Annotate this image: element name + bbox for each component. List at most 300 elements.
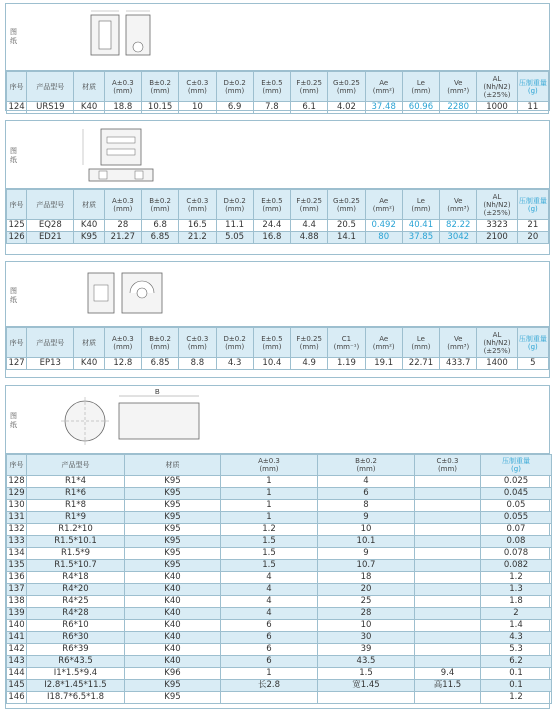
header-ae-label: Ae xyxy=(379,78,389,87)
table-row xyxy=(7,512,552,524)
table-cell: R4*18 xyxy=(27,572,125,584)
header-material: 材质 xyxy=(74,72,104,102)
table-cell: K40 xyxy=(125,608,221,620)
table-cell: 4 xyxy=(221,572,318,584)
table-cell: 6.9 xyxy=(216,102,253,114)
header-e-label: E±0.5 xyxy=(261,78,283,87)
table-cell: 6 xyxy=(221,632,318,644)
table-cell: 24.4 xyxy=(253,220,290,232)
header-model: 产品型号 xyxy=(27,72,74,102)
header-ae: Ae (mm²) xyxy=(365,190,402,220)
header-ae: Ae (mm²) xyxy=(365,328,402,358)
header-material: 材质 xyxy=(74,328,104,358)
table-cell: 140 xyxy=(8,620,25,630)
table-row xyxy=(7,524,552,536)
header-d: D±0.2 (mm) xyxy=(216,72,253,102)
header-no: 序号 xyxy=(7,190,27,220)
drawing-label: 图纸 xyxy=(10,287,17,304)
core-drawing xyxy=(86,7,166,69)
header-a: A±0.3 (mm) xyxy=(221,455,318,476)
table-cell: K95 xyxy=(125,536,221,548)
header-weight-label: 压制重量 xyxy=(518,78,547,87)
header-no: 序号 xyxy=(7,72,27,102)
table-cell xyxy=(318,692,415,704)
header-a-label: A±0.3 xyxy=(111,78,134,87)
table-cell: 433.7 xyxy=(440,358,477,370)
table-cell: K95 xyxy=(125,692,221,704)
table-cell: 133 xyxy=(8,536,25,546)
table-cell: 8.8 xyxy=(179,358,216,370)
table-cell: 10 xyxy=(179,102,216,114)
table-cell: 1.19 xyxy=(328,358,365,370)
table-cell: 4 xyxy=(221,596,318,608)
table-cell: ED21 xyxy=(27,232,74,244)
table-cell: 21.2 xyxy=(179,232,216,244)
table-cell: 0.1 xyxy=(481,668,552,680)
table-cell: 10 xyxy=(318,620,415,632)
table-cell: 4 xyxy=(221,584,318,596)
header-g-label: G±0.25 xyxy=(332,78,360,87)
header-c-label: C±0.3 xyxy=(186,78,209,87)
table-cell: 3323 xyxy=(477,220,517,232)
table-cell: R1*8 xyxy=(27,500,125,512)
header-a: A±0.3 (mm) xyxy=(104,328,141,358)
table-cell: R1.5*9 xyxy=(27,548,125,560)
table-cell xyxy=(415,476,481,488)
header-ae: Ae (mm²) xyxy=(365,72,402,102)
table-cell: 6.8 xyxy=(141,220,178,232)
header-ve-label: Ve xyxy=(453,78,463,87)
table-cell: K95 xyxy=(125,524,221,536)
header-b: B±0.2 (mm) xyxy=(141,328,178,358)
header-ve: Ve (mm³) xyxy=(440,72,477,102)
table-cell: 10.7 xyxy=(318,560,415,572)
table-cell: 1.8 xyxy=(481,596,552,608)
table-row xyxy=(7,488,552,500)
table-1-body xyxy=(7,102,549,114)
table-row xyxy=(7,584,552,596)
table-cell: K40 xyxy=(74,102,104,114)
table-cell: 25 xyxy=(318,596,415,608)
table-cell: 145 xyxy=(8,680,25,690)
table-cell: 28 xyxy=(318,608,415,620)
table-cell: 6.85 xyxy=(141,358,178,370)
table-cell: K40 xyxy=(125,656,221,668)
table-cell: 长2.8 xyxy=(221,680,318,692)
table-cell: R6*30 xyxy=(27,632,125,644)
table-cell: 0.492 xyxy=(365,220,402,232)
table-row xyxy=(7,548,552,560)
table-cell: 125 xyxy=(8,220,25,230)
table-row xyxy=(7,608,552,620)
table-cell: 143 xyxy=(8,656,25,666)
table-cell: 37.85 xyxy=(402,232,439,244)
table-row xyxy=(7,656,552,668)
table-cell: 宽1.45 xyxy=(318,680,415,692)
table-cell: 0.082 xyxy=(481,560,552,572)
table-cell: 1.3 xyxy=(481,584,552,596)
header-al-label: AL xyxy=(492,74,502,83)
table-cell: R1.5*10.1 xyxy=(27,536,125,548)
product-block-3 xyxy=(5,261,550,378)
table-cell: 5.05 xyxy=(216,232,253,244)
table-cell: K95 xyxy=(125,512,221,524)
table-cell: 1.2 xyxy=(221,524,318,536)
table-cell: EQ28 xyxy=(27,220,74,232)
table-row xyxy=(7,680,552,692)
header-f: F±0.25 (mm) xyxy=(291,328,328,358)
table-cell: 14.1 xyxy=(328,232,365,244)
table-cell: K40 xyxy=(74,358,104,370)
header-al: AL (Nh/N2) (±25%) xyxy=(477,72,517,102)
table-cell: 146 xyxy=(8,692,25,702)
table-cell: 6 xyxy=(318,488,415,500)
table-cell: 43.5 xyxy=(318,656,415,668)
table-cell: K40 xyxy=(125,632,221,644)
table-cell: 4 xyxy=(318,476,415,488)
table-cell: K40 xyxy=(74,220,104,232)
table-cell: 11 xyxy=(517,102,548,114)
header-d-label: D±0.2 xyxy=(223,78,246,87)
table-cell: 10 xyxy=(318,524,415,536)
header-ve: Ve (mm³) xyxy=(440,328,477,358)
table-cell: K40 xyxy=(125,596,221,608)
table-cell: 0.025 xyxy=(481,476,552,488)
table-cell xyxy=(415,572,481,584)
table-row xyxy=(7,632,552,644)
table-cell xyxy=(415,620,481,632)
header-le: Le (mm) xyxy=(402,190,439,220)
table-cell: 8 xyxy=(318,500,415,512)
table-cell: 126 xyxy=(8,232,25,242)
table-cell: K40 xyxy=(125,644,221,656)
table-cell: R4*20 xyxy=(27,584,125,596)
spec-table-3 xyxy=(6,327,549,370)
table-cell: K95 xyxy=(125,560,221,572)
table-cell: 6 xyxy=(221,644,318,656)
table-cell: 4.02 xyxy=(328,102,365,114)
table-cell: 142 xyxy=(8,644,25,654)
table-2-body xyxy=(7,220,549,244)
table-cell: 135 xyxy=(8,560,25,570)
table-cell: 4.4 xyxy=(291,220,328,232)
table-cell: R1*4 xyxy=(27,476,125,488)
table-cell: 19.1 xyxy=(365,358,402,370)
table-cell xyxy=(415,644,481,656)
product-block-2 xyxy=(5,120,550,255)
table-3-body xyxy=(7,358,549,370)
table-cell: 4.3 xyxy=(216,358,253,370)
table-cell: 9 xyxy=(318,512,415,524)
table-cell: 5.3 xyxy=(481,644,552,656)
table-cell: 11.1 xyxy=(216,220,253,232)
header-c: C±0.3 (mm) xyxy=(179,190,216,220)
table-cell: 131 xyxy=(8,512,25,522)
table-cell: R1.5*10.7 xyxy=(27,560,125,572)
table-row xyxy=(7,644,552,656)
table-cell xyxy=(415,536,481,548)
table-cell: 141 xyxy=(8,632,25,642)
table-cell: 20 xyxy=(318,584,415,596)
table-row xyxy=(7,572,552,584)
drawing-label: 图纸 xyxy=(10,28,17,45)
table-cell xyxy=(415,692,481,704)
table-cell: 20.5 xyxy=(328,220,365,232)
table-cell: R4*25 xyxy=(27,596,125,608)
table-cell: K95 xyxy=(125,476,221,488)
table-cell: 1.5 xyxy=(221,548,318,560)
table-cell: 6 xyxy=(221,620,318,632)
table-cell: K40 xyxy=(125,572,221,584)
table-cell: 1 xyxy=(221,512,318,524)
table-cell: 0.045 xyxy=(481,488,552,500)
table-row xyxy=(7,500,552,512)
table-cell: K95 xyxy=(125,548,221,560)
table-cell: R6*43.5 xyxy=(27,656,125,668)
table-cell: K95 xyxy=(74,232,104,244)
table-cell xyxy=(415,548,481,560)
table-cell: 21.27 xyxy=(104,232,141,244)
header-weight: 压制重量 (g) xyxy=(517,190,548,220)
table-cell: 60.96 xyxy=(402,102,439,114)
table-row xyxy=(7,668,552,680)
table-cell xyxy=(415,584,481,596)
table-cell: 10.15 xyxy=(141,102,178,114)
table-cell: 1 xyxy=(221,668,318,680)
table-cell: 10.4 xyxy=(253,358,290,370)
header-le: Le (mm) xyxy=(402,72,439,102)
table-cell: URS19 xyxy=(27,102,74,114)
product-block-1 xyxy=(5,3,550,111)
table-cell: 16.8 xyxy=(253,232,290,244)
table-cell: 144 xyxy=(8,668,25,678)
header-c1: C1 (mm⁻¹) xyxy=(328,328,365,358)
table-cell: 9.4 xyxy=(415,668,481,680)
table-cell: 4.9 xyxy=(291,358,328,370)
rod-drawing xyxy=(61,387,221,453)
header-g: G±0.25 (mm) xyxy=(328,72,365,102)
table-cell: K96 xyxy=(125,668,221,680)
table-cell: 1400 xyxy=(477,358,517,370)
table-cell xyxy=(415,608,481,620)
table-cell: 1000 xyxy=(477,102,517,114)
table-cell: 0.078 xyxy=(481,548,552,560)
table-cell: 82.22 xyxy=(440,220,477,232)
header-c: C±0.3 (mm) xyxy=(415,455,481,476)
product-block-4 xyxy=(5,385,550,709)
table-cell: I18.7*6.5*1.8 xyxy=(27,692,125,704)
table-cell: 1 xyxy=(221,488,318,500)
header-f: F±0.25 (mm) xyxy=(291,72,328,102)
header-f: F±0.25 (mm) xyxy=(291,190,328,220)
table-cell: R1.2*10 xyxy=(27,524,125,536)
header-weight: 压制重量 (g) xyxy=(517,328,548,358)
header-g: G±0.25 (mm) xyxy=(328,190,365,220)
table-cell: 80 xyxy=(365,232,402,244)
table-cell: R6*10 xyxy=(27,620,125,632)
table-cell: 1.5 xyxy=(221,560,318,572)
table-cell: 0.1 xyxy=(481,680,552,692)
table-row xyxy=(7,102,549,114)
table-cell: 4 xyxy=(221,608,318,620)
table-cell: 高11.5 xyxy=(415,680,481,692)
header-c: C±0.3 (mm) xyxy=(179,328,216,358)
header-e: E±0.5 (mm) xyxy=(253,190,290,220)
table-cell: 2280 xyxy=(440,102,477,114)
table-cell: I1*1.5*9.4 xyxy=(27,668,125,680)
table-row xyxy=(7,620,552,632)
table-cell: R4*28 xyxy=(27,608,125,620)
table-4-body xyxy=(7,476,552,704)
header-b: B±0.2 (mm) xyxy=(318,455,415,476)
table-cell: EP13 xyxy=(27,358,74,370)
header-a: A±0.3 (mm) xyxy=(104,190,141,220)
dimension-b-label: B xyxy=(155,389,160,396)
table-cell xyxy=(415,488,481,500)
header-al: AL (Nh/N2) (±25%) xyxy=(477,328,517,358)
table-cell: 7.8 xyxy=(253,102,290,114)
table-cell: 138 xyxy=(8,596,25,606)
header-model: 产品型号 xyxy=(27,328,74,358)
header-ve: Ve (mm³) xyxy=(440,190,477,220)
table-cell: 6.1 xyxy=(291,102,328,114)
table-cell: 37.48 xyxy=(365,102,402,114)
spec-table-1 xyxy=(6,71,549,114)
table-cell: I2.8*1.45*11.5 xyxy=(27,680,125,692)
header-f-label: F±0.25 xyxy=(296,78,322,87)
table-cell: 6.2 xyxy=(481,656,552,668)
table-cell xyxy=(415,656,481,668)
table-cell: 124 xyxy=(8,102,25,112)
header-no: 序号 xyxy=(7,328,27,358)
table-cell: 1.4 xyxy=(481,620,552,632)
table-cell: 4.88 xyxy=(291,232,328,244)
table-row xyxy=(7,692,552,704)
table-cell: 39 xyxy=(318,644,415,656)
table-cell: R1*6 xyxy=(27,488,125,500)
table-cell: 18.8 xyxy=(104,102,141,114)
table-cell: K95 xyxy=(125,500,221,512)
header-b: B±0.2 (mm) xyxy=(141,72,178,102)
header-b: B±0.2 (mm) xyxy=(141,190,178,220)
table-row xyxy=(7,220,549,232)
table-cell: 28 xyxy=(104,220,141,232)
header-al: AL (Nh/N2) (±25%) xyxy=(477,190,517,220)
table-cell xyxy=(415,632,481,644)
table-row xyxy=(7,232,549,244)
table-cell: R6*39 xyxy=(27,644,125,656)
header-le-label: Le xyxy=(416,78,425,87)
header-a: A±0.3 (mm) xyxy=(104,72,141,102)
table-row xyxy=(7,560,552,572)
core-drawing xyxy=(84,265,174,325)
table-cell: R1*9 xyxy=(27,512,125,524)
drawing-row xyxy=(6,121,549,189)
spec-table-2 xyxy=(6,189,549,244)
header-material: 材质 xyxy=(125,455,221,476)
table-cell: 1.2 xyxy=(481,692,552,704)
table-row xyxy=(7,536,552,548)
header-weight: 压制重量 (g) xyxy=(517,72,548,102)
table-cell: 128 xyxy=(8,476,25,486)
table-cell xyxy=(415,524,481,536)
spec-table-4 xyxy=(6,454,552,704)
header-c: C±0.3 (mm) xyxy=(179,72,216,102)
table-cell: 2 xyxy=(481,608,552,620)
table-row xyxy=(7,358,549,370)
header-le: Le (mm) xyxy=(402,328,439,358)
table-cell: 137 xyxy=(8,584,25,594)
table-cell: K95 xyxy=(125,680,221,692)
table-cell: 1 xyxy=(221,476,318,488)
table-cell: 136 xyxy=(8,572,25,582)
table-cell: 1.2 xyxy=(481,572,552,584)
table-cell: 18 xyxy=(318,572,415,584)
table-cell xyxy=(415,512,481,524)
table-cell: 16.5 xyxy=(179,220,216,232)
table-cell: 2100 xyxy=(477,232,517,244)
table-cell: 0.07 xyxy=(481,524,552,536)
drawing-label: 图纸 xyxy=(10,412,17,429)
table-cell xyxy=(221,692,318,704)
table-cell: 127 xyxy=(8,358,25,368)
header-model: 产品型号 xyxy=(27,455,125,476)
table-cell: 0.055 xyxy=(481,512,552,524)
table-cell: 6.85 xyxy=(141,232,178,244)
core-drawing xyxy=(81,123,161,187)
header-material: 材质 xyxy=(74,190,104,220)
table-cell: 1.5 xyxy=(221,536,318,548)
header-d: D±0.2 (mm) xyxy=(216,190,253,220)
table-cell xyxy=(415,596,481,608)
header-no: 序号 xyxy=(7,455,27,476)
drawing-label: 图纸 xyxy=(10,147,17,164)
header-e: E±0.5 (mm) xyxy=(253,328,290,358)
header-e: E±0.5 (mm) xyxy=(253,72,290,102)
table-cell: 130 xyxy=(8,500,25,510)
table-row xyxy=(7,476,552,488)
table-cell: 22.71 xyxy=(402,358,439,370)
table-cell: 0.05 xyxy=(481,500,552,512)
table-cell: 40.41 xyxy=(402,220,439,232)
table-row xyxy=(7,596,552,608)
table-cell: 4.3 xyxy=(481,632,552,644)
table-cell xyxy=(415,500,481,512)
table-cell: 21 xyxy=(517,220,548,232)
header-d: D±0.2 (mm) xyxy=(216,328,253,358)
drawing-row xyxy=(6,386,549,454)
table-cell: 3042 xyxy=(440,232,477,244)
drawing-row xyxy=(6,4,549,71)
table-cell: 30 xyxy=(318,632,415,644)
table-cell: K95 xyxy=(125,488,221,500)
header-model: 产品型号 xyxy=(27,190,74,220)
table-cell: 5 xyxy=(517,358,548,370)
table-cell: 0.08 xyxy=(481,536,552,548)
drawing-row xyxy=(6,262,549,327)
table-cell: 134 xyxy=(8,548,25,558)
table-cell: K40 xyxy=(125,620,221,632)
table-cell xyxy=(415,560,481,572)
header-weight: 压制重量 (g) xyxy=(481,455,552,476)
table-cell: 10.1 xyxy=(318,536,415,548)
table-cell: 1 xyxy=(221,500,318,512)
header-b-label: B±0.2 xyxy=(149,78,171,87)
table-cell: 12.8 xyxy=(104,358,141,370)
table-cell: K40 xyxy=(125,584,221,596)
table-cell: 1.5 xyxy=(318,668,415,680)
table-cell: 129 xyxy=(8,488,25,498)
